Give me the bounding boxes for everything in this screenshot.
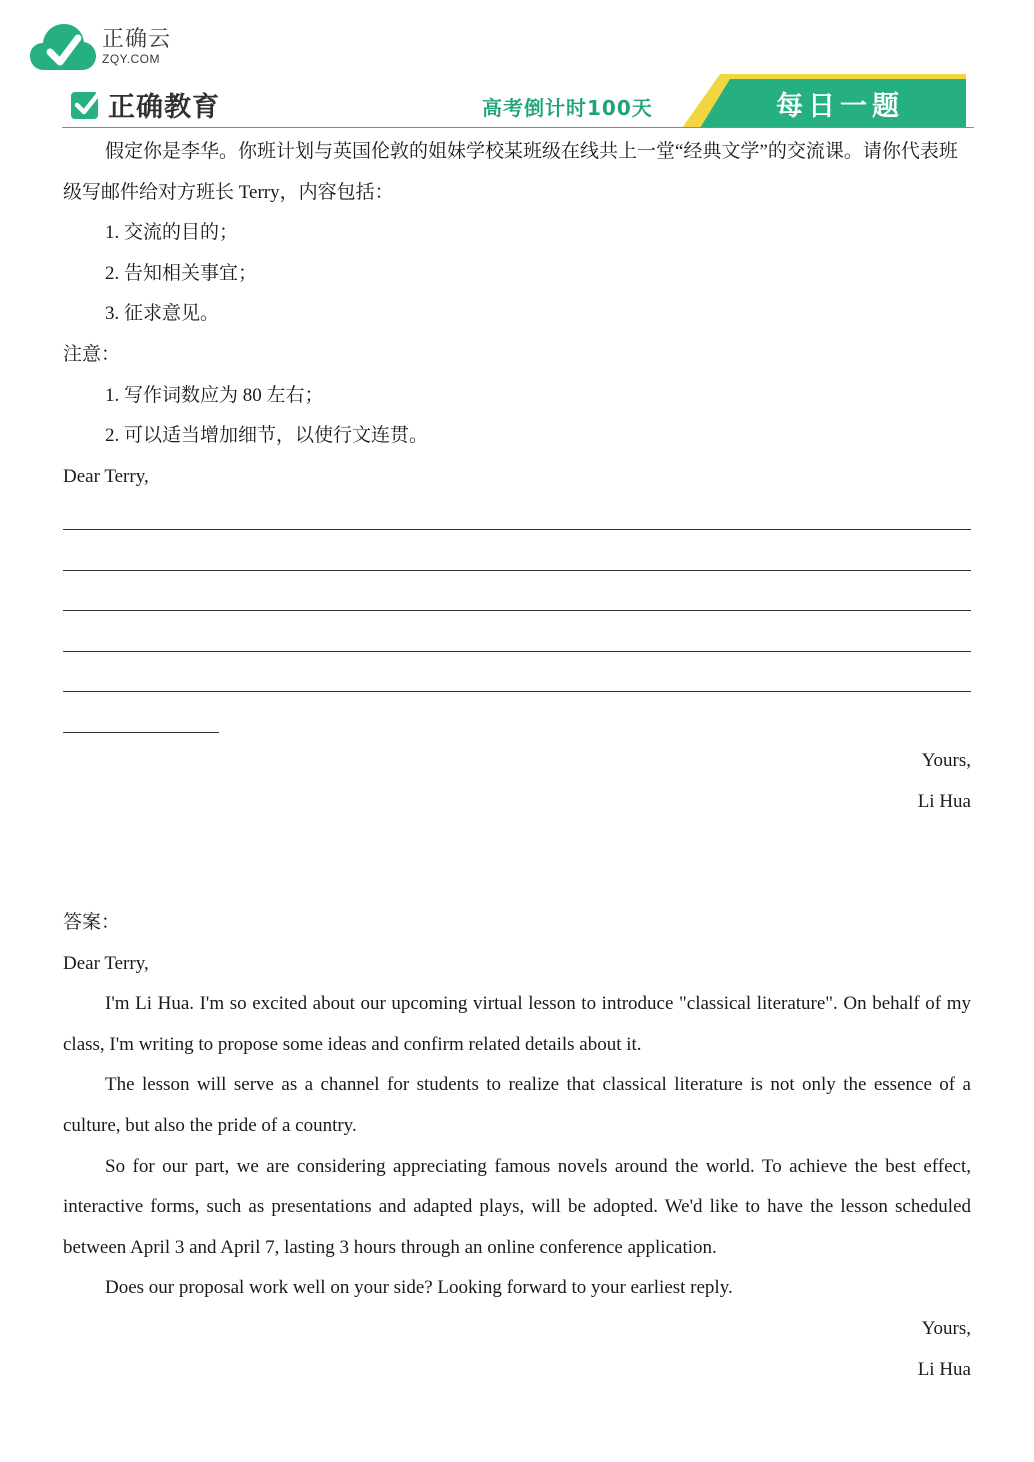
notes-label: 注意： (63, 343, 121, 365)
header-divider (62, 127, 974, 128)
prompt-item: 1. 交流的目的； (105, 222, 239, 244)
writing-line (63, 660, 971, 701)
prompt-intro: 假定你是李华。你班计划与英国伦敦的姐妹学校某班级在线共上一堂“经典文学”的交流课。请你代表班级写邮件给对方班长 Terry，内容包括： (63, 141, 958, 203)
note-item: 1. 写作词数应为 80 左右； (105, 384, 324, 406)
logo-wordmark (102, 28, 171, 66)
logo-en-text: ZQY.COM (102, 52, 160, 66)
brand (70, 86, 220, 122)
writing-line (63, 619, 971, 660)
answer-paragraph: The lesson will serve as a channel for students to realize that classical literature is not only the essence of a culture, but also the pride of a country. (63, 1074, 971, 1137)
answer-paragraph: I'm Li Hua. I'm so excited about our upcoming virtual lesson to introduce "classical literature". On behalf of my class, I'm writing to propose some ideas and confirm related details about it. (63, 993, 971, 1055)
spacer (63, 822, 971, 903)
answer-label: 答案： (63, 912, 121, 934)
answer-paragraph: So for our part, we are considering appreciating famous novels around the world. To achieve the best effect, interactive forms, such as presentations and adapted plays, will be adopted. We'd like to have the lesson scheduled between April 3 and April 7, lasting 3 hours through an online conference application. (63, 1155, 971, 1258)
prompt-item: 2. 告知相关事宜； (105, 262, 258, 284)
answer-paragraph: Does our proposal work well on your side? Looking forward to your earliest reply. (105, 1277, 733, 1299)
countdown-text: 高考倒计时100天 (482, 96, 653, 120)
prompt-closing: Yours, (921, 749, 971, 771)
daily-question-label: 每日一题 (776, 91, 904, 122)
answer-closing: Yours, (921, 1318, 971, 1340)
page-content (63, 132, 971, 1390)
prompt-item: 3. 征求意见。 (105, 303, 220, 325)
note-item: 2. 可以适当增加细节，以使行文连贯。 (105, 425, 429, 447)
prompt-salutation: Dear Terry, (63, 465, 149, 487)
prompt-signature: Li Hua (917, 790, 971, 812)
writing-line (63, 538, 971, 579)
answer-signature: Li Hua (917, 1358, 971, 1380)
writing-line (63, 579, 971, 620)
answer-salutation: Dear Terry, (63, 952, 149, 974)
writing-line-short (63, 700, 971, 741)
checkbox-icon (70, 88, 102, 120)
cloud-check-logo-icon (30, 22, 96, 72)
writing-line (63, 497, 971, 538)
logo-cn-text: 正确云 (102, 27, 172, 52)
brand-name: 正确教育 (108, 91, 220, 123)
